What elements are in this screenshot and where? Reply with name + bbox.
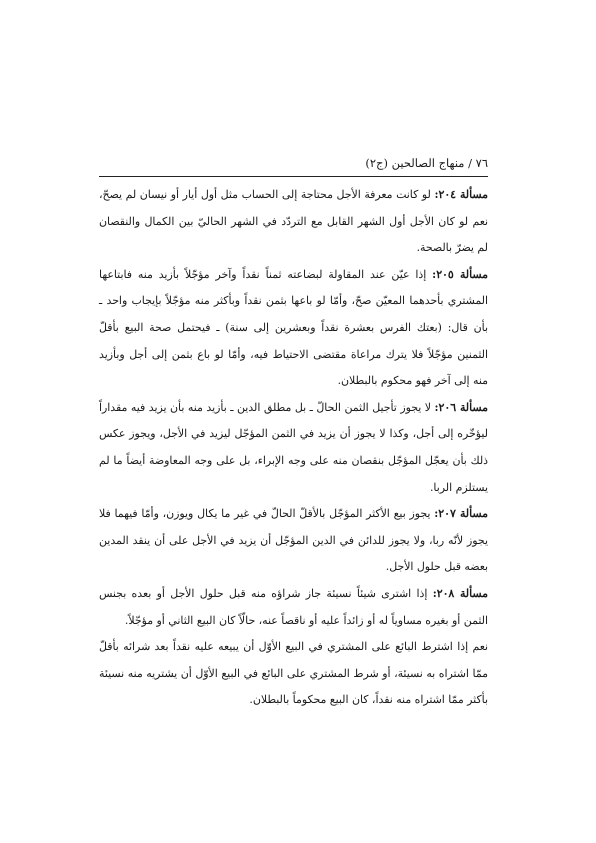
paragraph-issue-205 bbox=[99, 262, 488, 395]
page-body bbox=[99, 182, 488, 714]
paragraph-continuation bbox=[99, 634, 488, 714]
paragraph-text: لا يجوز تأجيل الثمن الحالّ ـ بل مطلق الدين ـ بأزيد منه بأن يزيد فيه مقداراً ليؤخّره إلى أجل، وكذا لا يجوز أن يزيد في الثمن المؤجّل ليزيد في الأجل، ويجوز عكس ذلك بأن يعجّل المؤجّل بنقصان منه على وجه الإبراء، بل على وجه المعاوضة أيضاً ما لم يستلزم الربا. bbox=[99, 400, 488, 494]
header-divider bbox=[99, 176, 488, 177]
issue-number: مسألة ٢٠٥: bbox=[432, 267, 488, 281]
issue-number: مسألة ٢٠٧: bbox=[434, 507, 488, 521]
issue-number: مسألة ٢٠٤: bbox=[434, 188, 488, 201]
paragraph-issue-204 bbox=[99, 182, 488, 262]
paragraph-issue-207 bbox=[99, 501, 488, 581]
paragraph-text: نعم إذا اشترط البائع على المشتري في البيع الأوّل أن يبيعه عليه نقداً بعد شرائه بأقلّ ممّا اشتراه به نسيئة، أو شرط المشتري على البائع في البيع الأوّل أن يشتريه منه نسيئة بأكثر ممّا اشتراه منه نقداً، كان البيع محكوماً بالبطلان. bbox=[99, 640, 488, 707]
paragraph-text: يجوز بيع الأكثر المؤجّل بالأقلّ الحالّ في غير ما يكال ويوزن، وأمّا فيهما فلا يجوز لأنّه ربا، ولا يجوز للدائن في الدين المؤجّل أن يزيد في الأجل على أن ينقد المدين بعضه قبل حلول الأجل. bbox=[99, 507, 488, 574]
running-header bbox=[99, 156, 488, 170]
running-head-text: ٧٦ / منهاج الصالحين (ج٢) bbox=[365, 156, 488, 170]
paragraph-issue-208 bbox=[99, 581, 488, 634]
paragraph-text: إذا عيّن عند المقاولة لبضاعته ثمناً نقداً وآخر مؤجّلاً بأزيد منه فابتاعها المشتري بأحدهما المعيّن صحّ، وأمّا لو باعها بثمن نقداً وبأكثر منه مؤجّلاً بإيجاب واحد ـ بأن قال: (بعتك الفرس بعشرة نقداً وبعشرين إلى سنة) ـ فيحتمل صحة البيع بأقلّ الثمنين مؤجّلاً فلا يترك مراعاة مقتضى الاحتياط فيه، وأمّا لو باع بثمن إلى أجل وبأزيد منه إلى آخر فهو محكوم بالبطلان. bbox=[99, 267, 488, 388]
paragraph-issue-206 bbox=[99, 395, 488, 501]
issue-number: مسألة ٢٠٨: bbox=[432, 586, 488, 600]
issue-number: مسألة ٢٠٦: bbox=[434, 400, 488, 414]
paragraph-text: إذا اشترى شيئاً نسيئة جاز شراؤه منه قبل حلول الأجل أو بعده بجنس الثمن أو بغيره مساوياً له أو زائداً عليه أو ناقصاً عنه، حالّاً كان البيع الثاني أو مؤجّلاً. bbox=[99, 586, 488, 627]
paragraph-text: لو كانت معرفة الأجل محتاجة إلى الحساب مثل أول أيار أو نيسان لم يصحّ، نعم لو كان الأجل أول الشهر القابل مع التردّد في الشهر الحاليّ بين الكمال والنقصان لم يضرّ بالصحة. bbox=[99, 188, 488, 255]
